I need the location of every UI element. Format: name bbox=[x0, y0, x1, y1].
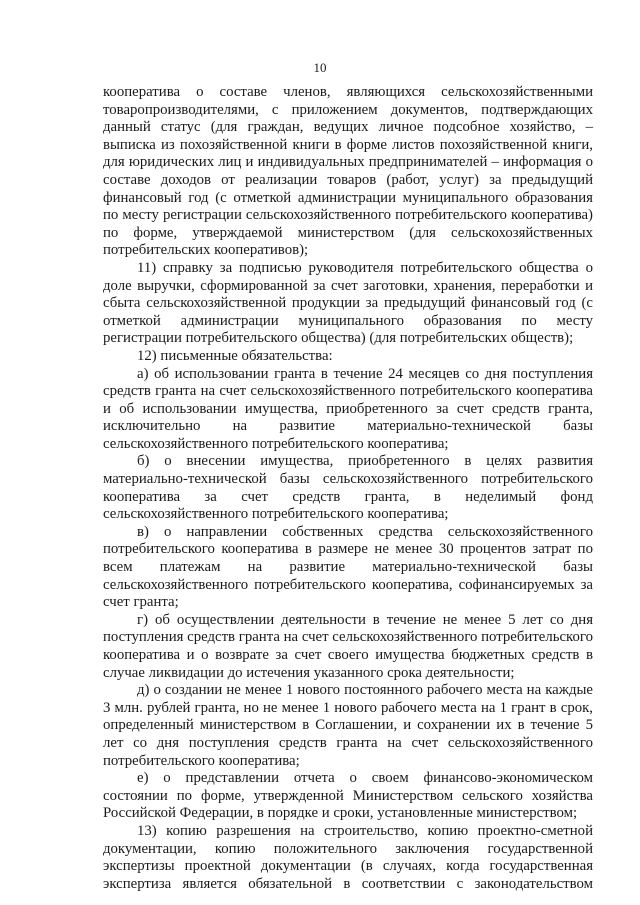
paragraph: а) об использовании гранта в течение 24 месяцев со дня поступления средств гранта на счет сельскохозяйственного потребительского кооператива и об использовании имущества, приобретенного за счет средств гранта, исключительно на развитие материально-технической базы сельскохозяйственного потребительского кооператива; bbox=[103, 365, 593, 452]
paragraph: д) о создании не менее 1 нового постоянного рабочего места на каждые 3 млн. рублей гранта, но не менее 1 нового рабочего места на 1 грант в срок, определенный министерством в Соглашении, и сохранении их в течение 5 лет со дня поступления средств гранта на счет сельскохозяйственного потребительского кооператива; bbox=[103, 682, 593, 769]
paragraph: 11) справку за подписью руководителя потребительского общества о доле выручки, сформированной за счет заготовки, хранения, переработки и сбыта сельскохозяйственной продукции за предыдущий финансовый год (с отметкой администрации муниципального образования по месту регистрации потребительского общества) (для потребительских обществ); bbox=[103, 259, 593, 347]
paragraph: е) о представлении отчета о своем финансово-экономическом состоянии по форме, утвержденной Министерством сельского хозяйства Российской Федерации, в порядке и сроки, установленные министерством; bbox=[103, 770, 593, 822]
document-body bbox=[103, 84, 593, 893]
paragraph: г) об осуществлении деятельности в течение не менее 5 лет со дня поступления средств гранта на счет сельскохозяйственного потребительского кооператива и о возврате за счет своего имущества бюджетных средств в случае ликвидации до истечения указанного срока деятельности; bbox=[103, 611, 593, 681]
page-number: 10 bbox=[313, 60, 327, 75]
paragraph: в) о направлении собственных средства сельскохозяйственного потребительского кооператива в размере не менее 30 процентов затрат по всем платежам на развитие материально-технической базы сельскохозяйственного потребительского кооператива, софинансируемых за счет гранта; bbox=[103, 523, 593, 611]
paragraph: б) о внесении имущества, приобретенного в целях развития материально-технической базы сельскохозяйственного потребительского кооператива за счет средств гранта, в неделимый фонд сельскохозяйственного потребительского кооператива; bbox=[103, 453, 593, 523]
paragraph: кооператива о составе членов, являющихся сельскохозяйственными товаропроизводителями, с приложением документов, подтверждающих данный статус (для граждан, ведущих личное подсобное хозяйство, – выписка из похозяйственной книги в форме листов похозяйственной книги, для юридических лиц и индивидуальных предпринимателей – информация о составе доходов от реализации товаров (работ, услуг) за предыдущий финансовый год (с отметкой администрации муниципального образования по месту регистрации сельскохозяйственного потребительского кооператива) по форме, утверждаемой министерством (для сельскохозяйственных потребительских кооперативов); bbox=[103, 84, 593, 259]
paragraph: 12) письменные обязательства: bbox=[137, 347, 333, 364]
paragraph: 13) копию разрешения на строительство, копию проектно-сметной документации, копию положительного заключения государственной экспертизы проектной документации (в случаях, когда государственная экспертиза является обязательной в соответствии с законодательством bbox=[103, 822, 593, 892]
